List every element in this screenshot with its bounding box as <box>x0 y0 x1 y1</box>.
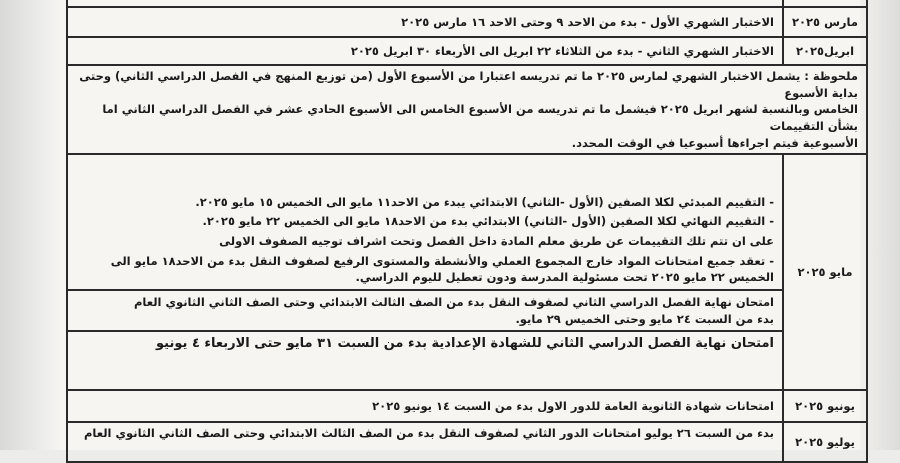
table-row-june <box>67 390 867 422</box>
month-cell-june: يونيو ٢٠٢٥ <box>783 390 867 422</box>
row-text-july: بدء من السبت ٢٦ يوليو امتحانات الدور الثاني لصفوف النقل بدء من الصف الثالث الابتدائي وحتى الصف الثاني الثانوي العام <box>67 422 783 462</box>
row-text-april: الاختبار الشهري الثاني - بدء من الثلاثاء ٢٢ ابريل الى الأربعاء ٣٠ ابريل ٢٠٢٥ <box>67 37 783 65</box>
may-exam-1a: امتحان نهاية الفصل الدراسي الثاني لصفوف النقل بدء من الصف الثالث الابتدائي وحتى الصف الثاني الثانوي العام <box>133 294 774 309</box>
note-cell <box>67 65 867 154</box>
may-item-4b: الخميس ٢٢ مايو ٢٠٢٥ تحت مسئولية المدرسة ودون تعطيل لليوم الدراسي. <box>355 270 774 285</box>
month-cell-april: ابريل٢٠٢٥ <box>783 37 867 65</box>
may-exam-2: امتحان نهاية الفصل الدراسي الثاني للشهادة الإعدادية بدء من السبت ٣١ مايو حتى الاربعاء ٤ يونيو <box>156 336 774 352</box>
table-row-top <box>67 0 867 7</box>
may-content-cell <box>67 154 783 390</box>
may-exam-block-2 <box>68 330 782 354</box>
row-text-june: امتحانات شهادة الثانوية العامة للدور الاول بدء من السبت ١٤ يونيو ٢٠٢٥ <box>67 390 783 422</box>
table-row-july <box>67 422 867 462</box>
month-cell-may: مايو ٢٠٢٥ <box>783 154 867 390</box>
page-shadow-left <box>0 0 62 450</box>
may-exam-1b: بدء من السبت ٢٤ مايو وحتى الخميس ٢٩ مايو. <box>515 311 774 326</box>
note-line-3: الأسبوعية فيتم اجراءها أسبوعيا في الوقت المحدد. <box>571 135 858 150</box>
may-item-1: - التقييم المبدئي لكلا الصفين (الأول -الثاني) الابتدائي يبدء من الاحد١١ مايو الى الخميس ١٥ مايو ٢٠٢٥. <box>195 194 774 209</box>
table-row-note <box>67 65 867 154</box>
month-cell-july: يوليو ٢٠٢٥ <box>783 422 867 462</box>
schedule-table <box>66 0 868 463</box>
may-item-3: على ان تتم تلك التقييمات عن طريق معلم المادة داخل الفصل وتحت اشراف توجيه الصفوف الاولى <box>219 233 774 248</box>
month-cell-march: مارس ٢٠٢٥ <box>783 7 867 37</box>
table-row-may <box>67 154 867 390</box>
note-line-1: ملحوظة : يشمل الاختبار الشهري لمارس ٢٠٢٥ ما تم تدريسه اعتبارا من الأسبوع الأول (من توزيع المنهج في الفصل الدراسي الثاني) وحتى بداية الأسبوع <box>79 69 858 100</box>
table-row-april <box>67 37 867 65</box>
may-item-4a: - تعقد جميع امتحانات المواد خارج المجموع العملي والأنشطة والمستوى الرفيع لصفوف النقل بدء من الاحد١٨ مايو الى <box>110 253 774 268</box>
may-item-2: - التقييم النهائي لكلا الصفين (الأول -الثاني) الابتدائي بدء من الاحد١٨ مايو الى الخميس ٢٢ مايو ٢٠٢٥. <box>202 214 774 229</box>
table-row-march <box>67 7 867 37</box>
may-exam-block-1 <box>68 289 782 327</box>
row-text-march: الاختبار الشهري الأول - بدء من الاحد ٩ وحتى الاحد ١٦ مارس ٢٠٢٥ <box>67 7 783 37</box>
note-line-2: الخامس وبالنسبة لشهر ابريل ٢٠٢٥ فيشمل ما تم تدريسه من الأسبوع الخامس الى الأسبوع الحادي عشر في الفصل الدراسي الثاني اما بشأن التقييمات <box>102 102 858 134</box>
